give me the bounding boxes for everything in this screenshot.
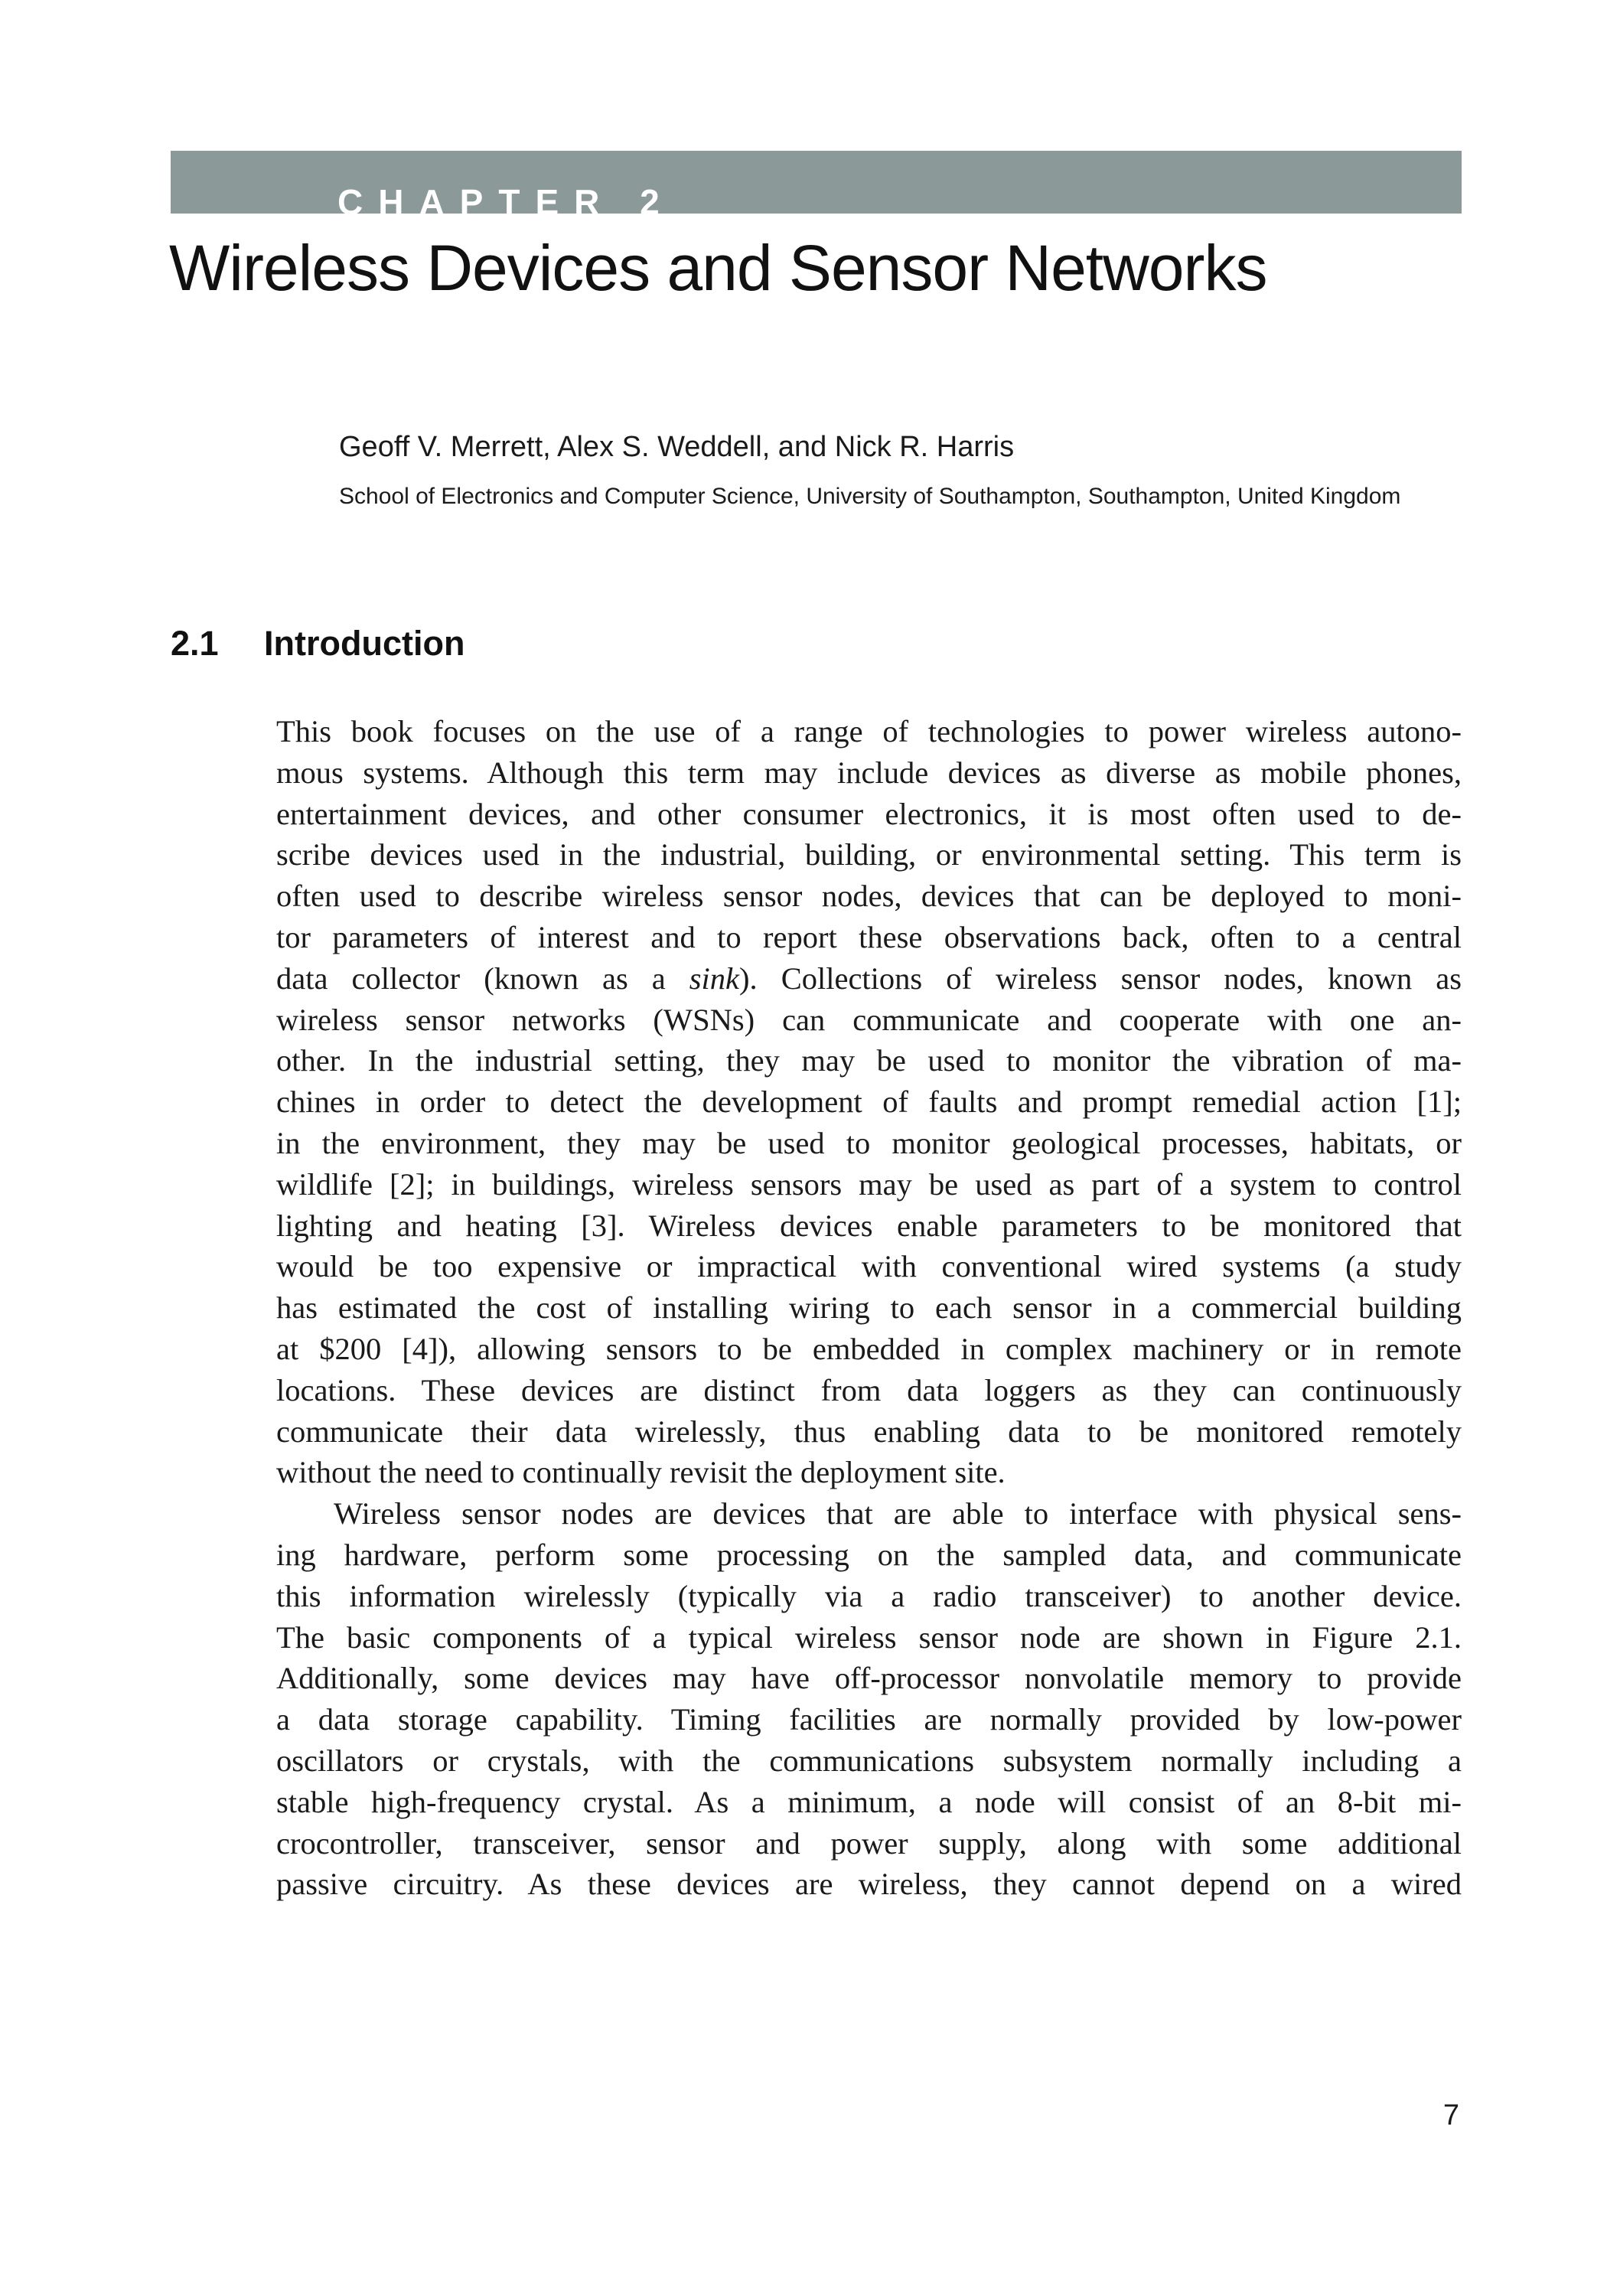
italic-term: sink — [689, 960, 740, 996]
text-line: in the environment, they may be used to monitor geological processes, habitats, or — [276, 1125, 1462, 1160]
text-line: oscillators or crystals, with the communications subsystem normally including a — [276, 1743, 1462, 1778]
author-affiliation: School of Electronics and Computer Science, University of Southampton, Southampton, United Kingdom — [339, 484, 1401, 509]
text-line: The basic components of a typical wireless sensor node are shown in Figure 2.1. — [276, 1619, 1462, 1655]
text-line: crocontroller, transceiver, sensor and power supply, along with some additional — [276, 1825, 1462, 1861]
chapter-title: Wireless Devices and Sensor Networks — [169, 232, 1267, 304]
author-list: Geoff V. Merrett, Alex S. Weddell, and Nick R. Harris — [339, 431, 1015, 463]
text-line: mous systems. Although this term may include devices as diverse as mobile phones, — [276, 755, 1462, 790]
text-line: locations. These devices are distinct from data loggers as they can continuously — [276, 1372, 1462, 1407]
section-title: Introduction — [264, 624, 465, 663]
text-run: data collector (known as a — [276, 960, 689, 996]
text-line: Wireless sensor nodes are devices that are able to interface with physical sens- — [334, 1496, 1462, 1531]
text-line: lighting and heating [3]. Wireless devices enable parameters to be monitored that — [276, 1208, 1462, 1243]
text-line: Additionally, some devices may have off-processor nonvolatile memory to provide — [276, 1661, 1462, 1696]
chapter-label: CHAPTER 2 — [337, 182, 675, 214]
text-line — [276, 958, 1462, 1000]
text-line: has estimated the cost of installing wiring to each sensor in a commercial building — [276, 1290, 1462, 1326]
text-line: often used to describe wireless sensor nodes, devices that can be deployed to moni- — [276, 879, 1462, 914]
paragraph — [276, 1493, 1462, 1905]
text-line: at $200 [4]), allowing sensors to be embedded in complex machinery or in remote — [276, 1331, 1462, 1366]
text-line: tor parameters of interest and to report these observations back, often to a central — [276, 919, 1462, 954]
text-line: entertainment devices, and other consumer electronics, it is most often used to de- — [276, 796, 1462, 831]
text-line: a data storage capability. Timing facilities are normally provided by low-power — [276, 1702, 1462, 1737]
page-number: 7 — [1442, 2099, 1459, 2131]
paragraph — [276, 711, 1462, 1493]
text-line: communicate their data wirelessly, thus enabling data to be monitored remotely — [276, 1414, 1462, 1449]
chapter-banner — [171, 151, 1462, 214]
text-line: would be too expensive or impractical with conventional wired systems (a study — [276, 1249, 1462, 1284]
text-run: ). Collections of wireless sensor nodes, known as — [739, 960, 1462, 996]
section-number: 2.1 — [171, 624, 219, 663]
text-line: wireless sensor networks (WSNs) can communicate and cooperate with one an- — [276, 1002, 1462, 1037]
text-line: scribe devices used in the industrial, building, or environmental setting. This term is — [276, 837, 1462, 872]
text-line: passive circuitry. As these devices are wireless, they cannot depend on a wired — [276, 1867, 1462, 1902]
text-line: this information wirelessly (typically via a radio transceiver) to another device. — [276, 1578, 1462, 1613]
body-text — [276, 711, 1462, 1905]
text-line: wildlife [2]; in buildings, wireless sensors may be used as part of a system to control — [276, 1166, 1462, 1202]
text-line: stable high-frequency crystal. As a minimum, a node will consist of an 8-bit mi- — [276, 1784, 1462, 1819]
text-line: ing hardware, perform some processing on the sampled data, and communicate — [276, 1537, 1462, 1572]
text-line: without the need to continually revisit the deployment site. — [276, 1455, 1006, 1490]
section-heading — [171, 622, 464, 665]
text-line: This book focuses on the use of a range of technologies to power wireless autono- — [276, 714, 1462, 748]
text-line: chines in order to detect the development of faults and prompt remedial action [1]; — [276, 1084, 1462, 1120]
text-line: other. In the industrial setting, they may be used to monitor the vibration of ma- — [276, 1043, 1462, 1078]
